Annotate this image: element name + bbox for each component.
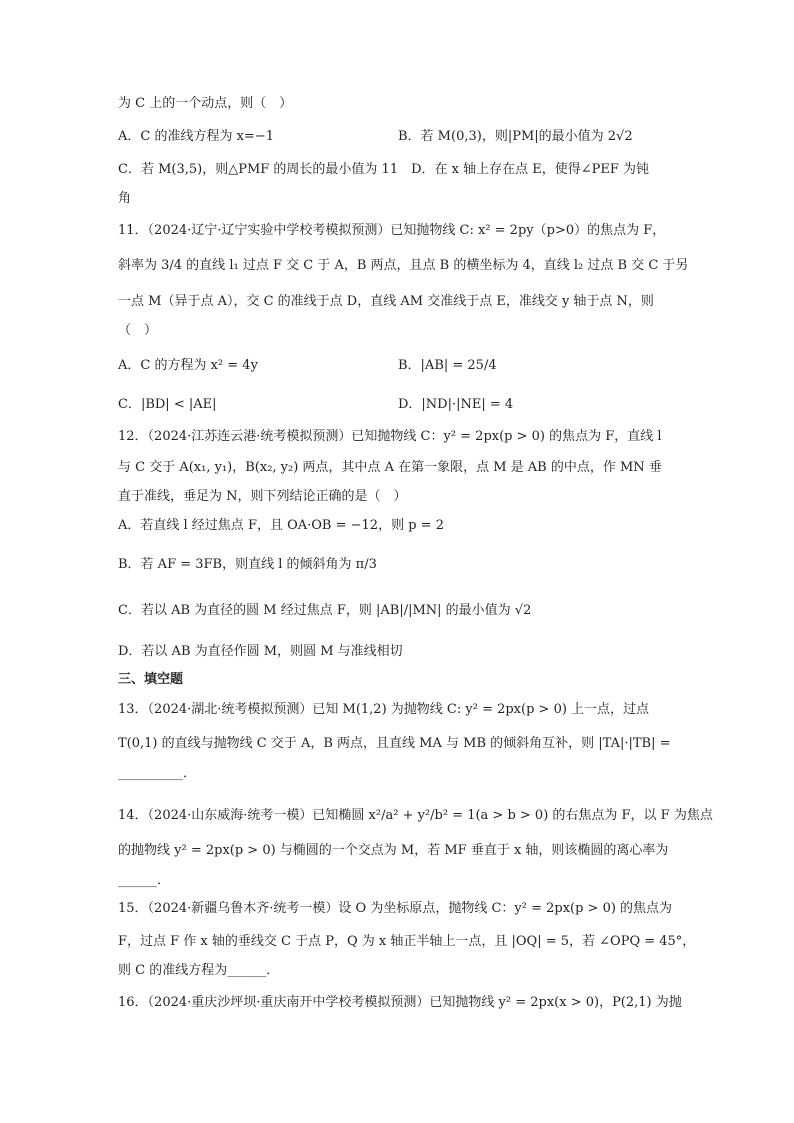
option-a: A．若直线 l 经过焦点 F，且 OA·OB = −12，则 p = 2 — [118, 518, 444, 533]
option-b: B．|AB| = 25/4 — [398, 358, 497, 373]
answer-blank: __________． — [118, 766, 197, 781]
option-c: C．|BD| < |AE| — [118, 397, 217, 412]
option-a: A．C 的准线方程为 x=−1 — [118, 129, 274, 144]
text-line: 角 — [118, 191, 132, 206]
text-line: 与 C 交于 A(x₁, y₁)，B(x₂, y₂) 两点，其中点 A 在第一象限，点 M 是 AB 的中点，作 MN 垂 — [118, 460, 662, 475]
text-line: （ ） — [118, 323, 158, 338]
option-b: B．若 M(0,3)，则|PM|的最小值为 2√2 — [398, 129, 633, 144]
text-line: T(0,1) 的直线与抛物线 C 交于 A，B 两点，且直线 MA 与 MB 的倾斜角互补，则 |TA|·|TB| = — [118, 736, 671, 751]
text-line: 斜率为 3/4 的直线 l₁ 过点 F 交 C 于 A，B 两点，且点 B 的横坐标为 4，直线 l₂ 过点 B 交 C 于另 — [118, 258, 689, 273]
text-line: 为 C 上的一个动点，则（ ） — [118, 96, 293, 111]
text-line: 直于准线，垂足为 N，则下列结论正确的是（ ） — [118, 489, 407, 504]
text-line: F，过点 F 作 x 轴的垂线交 C 于点 P，Q 为 x 轴正半轴上一点，且 |OQ| = 5，若 ∠OPQ = 45°， — [118, 934, 696, 949]
option-d: D．若以 AB 为直径作圆 M，则圆 M 与准线相切 — [118, 644, 403, 659]
option-c: C．若以 AB 为直径的圆 M 经过焦点 F，则 |AB|/|MN| 的最小值为 √2 — [118, 603, 532, 618]
question-12: 12．（2024·江苏连云港·统考模拟预测）已知抛物线 C：y² = 2px(p > 0) 的焦点为 F，直线 l — [118, 429, 662, 444]
text-line: 则 C 的准线方程为______． — [118, 963, 280, 978]
section-heading: 三、填空题 — [118, 672, 184, 687]
question-11: 11．（2024·辽宁·辽宁实验中学校考模拟预测）已知抛物线 C: x² = 2py（p>0）的焦点为 F， — [118, 223, 666, 238]
option-d: D．|ND|·|NE| = 4 — [398, 397, 514, 412]
question-14: 14．（2024·山东威海·统考一模）已知椭圆 x²/a² + y²/b² = 1(a > b > 0) 的右焦点为 F，以 F 为焦点 — [118, 808, 713, 823]
text-line: 的抛物线 y² = 2px(p > 0) 与椭圆的一个交点为 M，若 MF 垂直于 x 轴，则该椭圆的离心率为 — [118, 843, 669, 858]
option-b: B．若 AF = 3FB，则直线 l 的倾斜角为 π/3 — [118, 557, 377, 572]
text-line: 一点 M（异于点 A），交 C 的准线于点 D，直线 AM 交准线于点 E，准线交 y 轴于点 N，则 — [118, 294, 654, 309]
text-line: C．若 M(3,5)，则△PMF 的周长的最小值为 11 D．在 x 轴上存在点 E，使得∠PEF 为钝 — [118, 162, 650, 177]
question-16: 16．（2024·重庆沙坪坝·重庆南开中学校考模拟预测）已知抛物线 y² = 2px(x > 0)，P(2,1) 为抛 — [118, 995, 682, 1010]
option-a: A．C 的方程为 x² = 4y — [118, 358, 258, 373]
answer-blank: ______． — [118, 873, 171, 888]
question-13: 13．（2024·湖北·统考模拟预测）已知 M(1,2) 为抛物线 C: y² = 2px(p > 0) 上一点，过点 — [118, 702, 650, 717]
question-15: 15．（2024·新疆乌鲁木齐·统考一模）设 O 为坐标原点，抛物线 C：y² = 2px(p > 0) 的焦点为 — [118, 901, 673, 916]
